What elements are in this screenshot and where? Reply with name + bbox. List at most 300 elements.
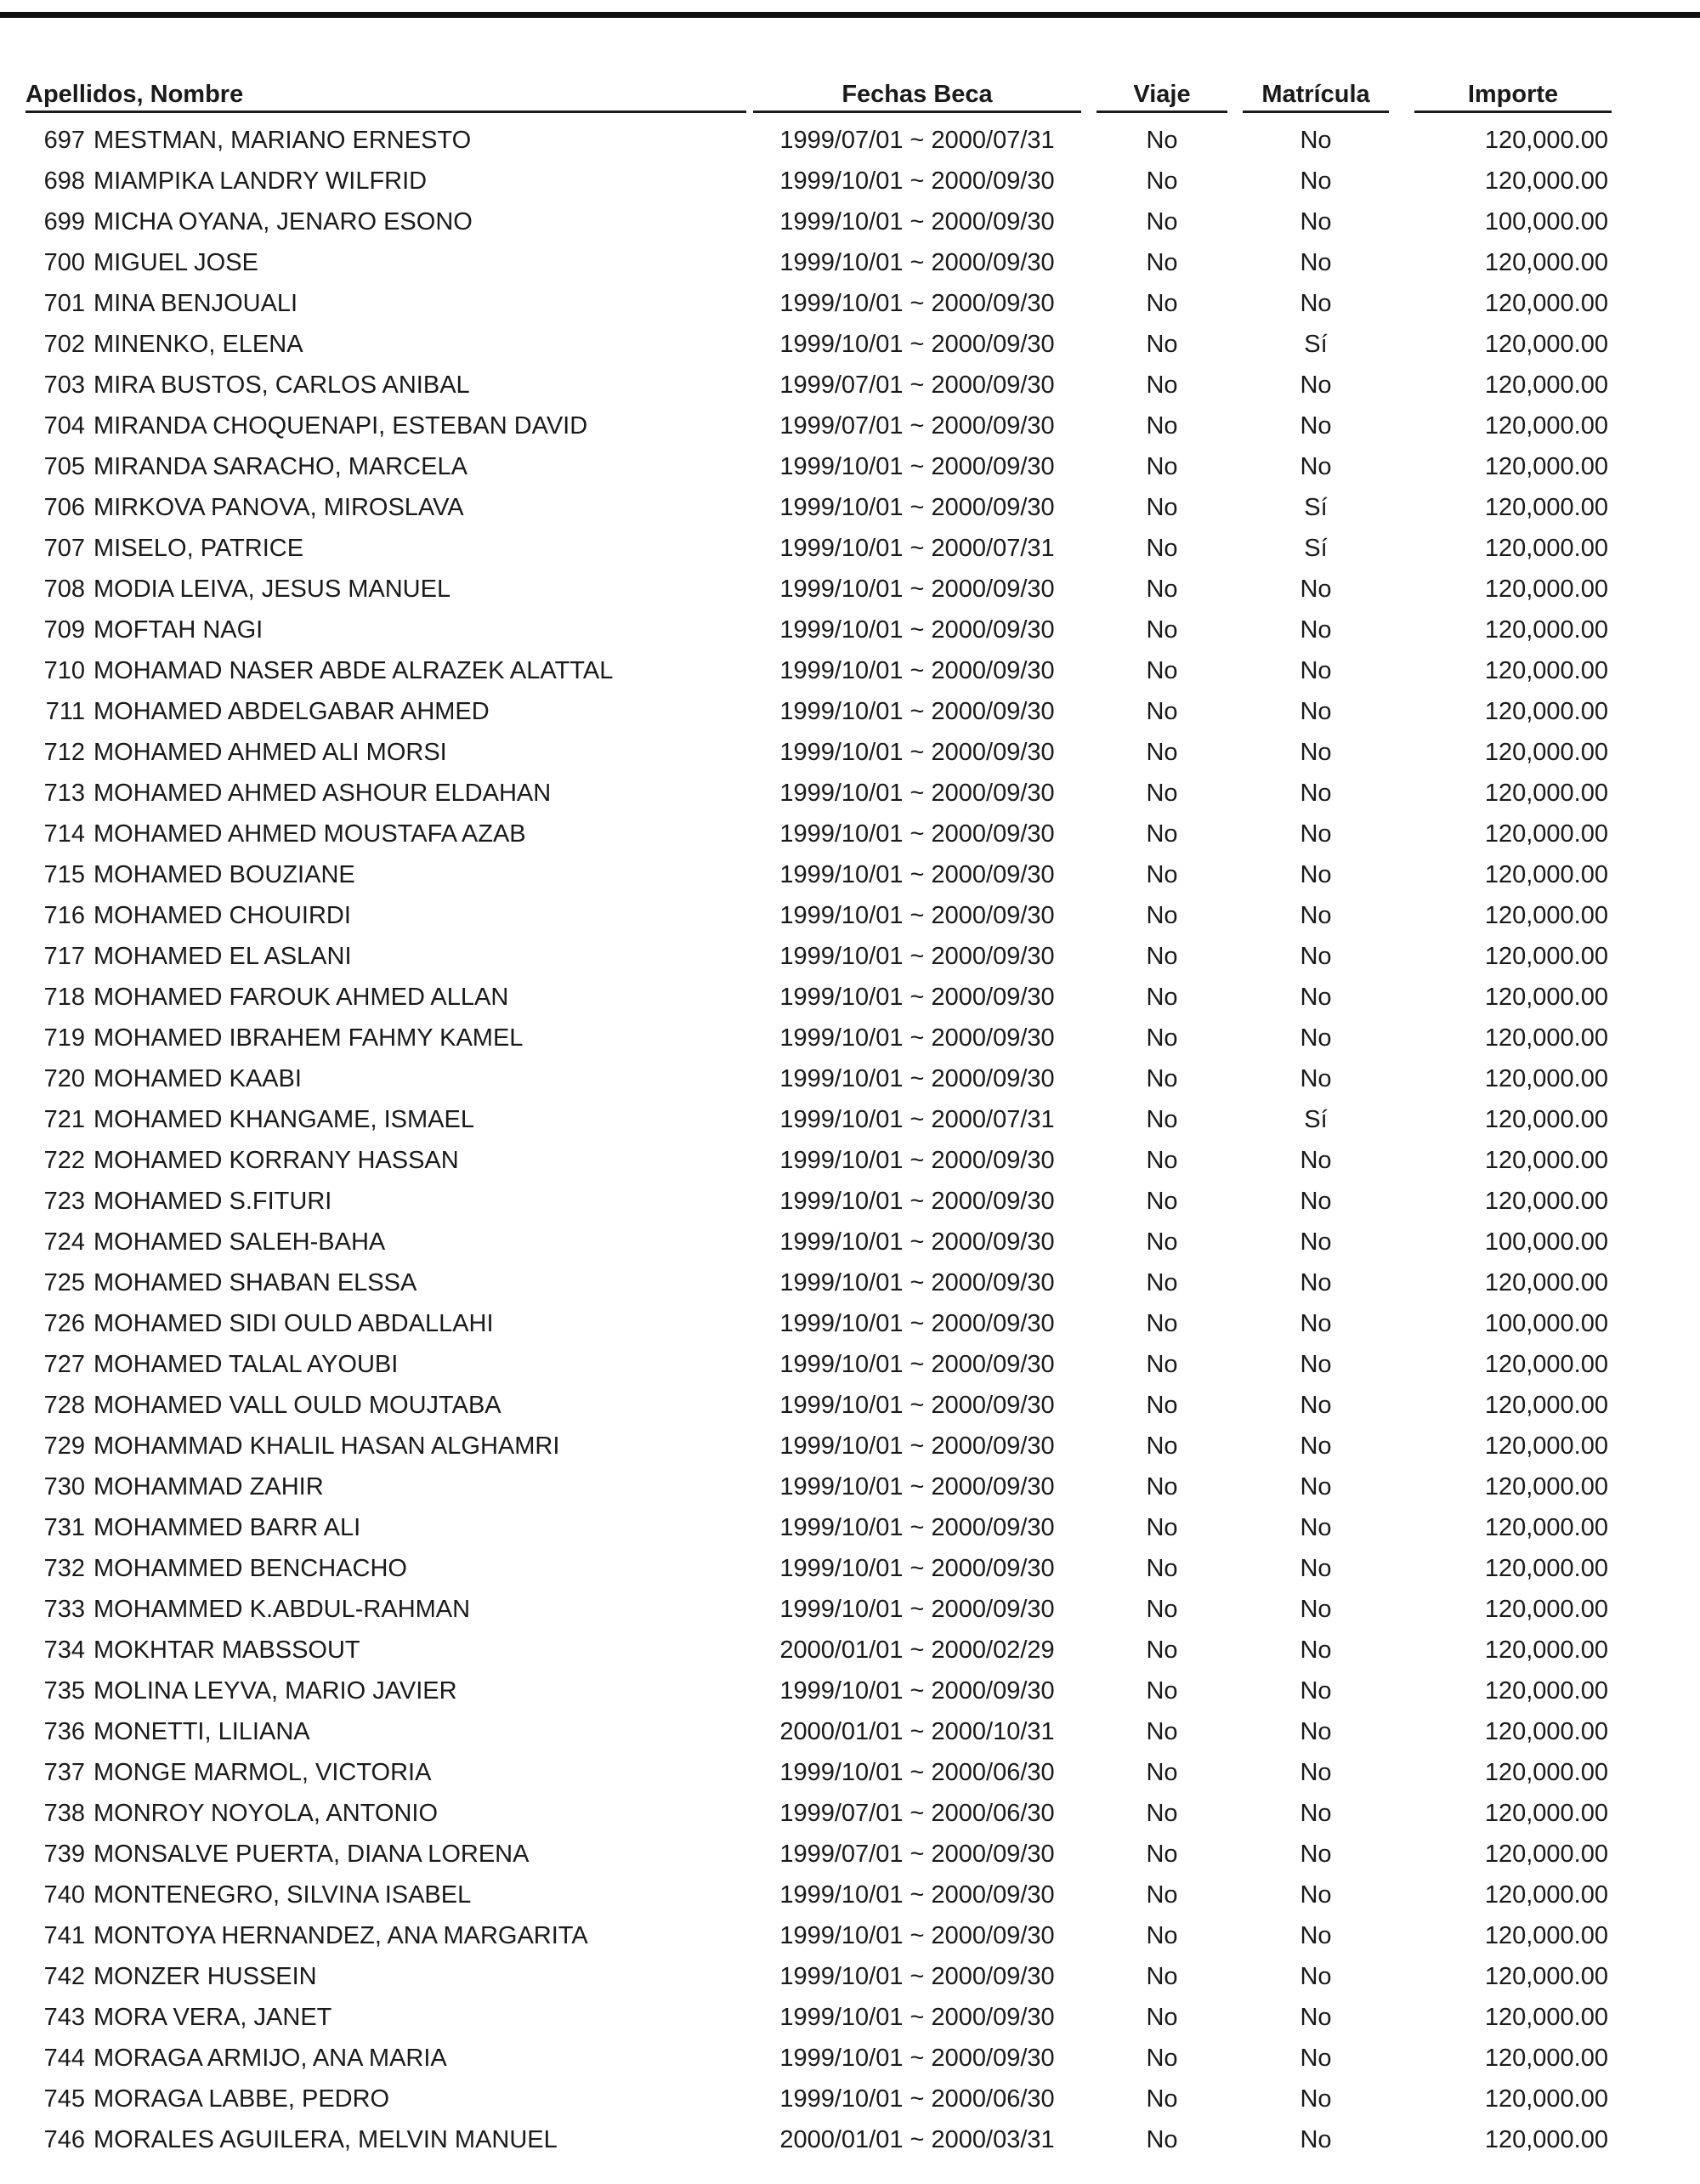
- row-name: MOHAMED AHMED ALI MORSI: [94, 739, 447, 766]
- row-viaje: No: [1146, 780, 1178, 807]
- table-row: [0, 2079, 1700, 2119]
- row-number: 716: [43, 902, 85, 929]
- row-viaje: No: [1146, 1841, 1178, 1868]
- table-header: [0, 78, 1700, 116]
- row-name: MOHAMMAD KHALIL HASAN ALGHAMRI: [94, 1432, 560, 1460]
- row-viaje: No: [1146, 167, 1178, 195]
- row-dates: 1999/10/01 ~ 2000/09/30: [779, 1351, 1055, 1378]
- row-name: MIRA BUSTOS, CARLOS ANIBAL: [94, 372, 470, 399]
- row-dates: 1999/10/01 ~ 2000/09/30: [779, 820, 1055, 848]
- row-dates: 1999/10/01 ~ 2000/09/30: [779, 1555, 1055, 1582]
- row-dates: 1999/10/01 ~ 2000/09/30: [779, 494, 1055, 521]
- row-dates: 1999/07/01 ~ 2000/09/30: [779, 1841, 1055, 1868]
- header-name: Apellidos, Nombre: [26, 78, 746, 113]
- row-name: MIRANDA SARACHO, MARCELA: [94, 453, 468, 480]
- row-importe: 120,000.00: [1484, 535, 1608, 562]
- row-viaje: No: [1146, 331, 1178, 358]
- row-importe: 120,000.00: [1484, 127, 1608, 154]
- row-number: 743: [43, 2004, 85, 2031]
- row-dates: 1999/10/01 ~ 2000/09/30: [779, 1514, 1055, 1541]
- row-name: MIGUEL JOSE: [94, 249, 258, 276]
- row-matricula: No: [1300, 984, 1332, 1011]
- row-viaje: No: [1146, 1351, 1178, 1378]
- table-row: [0, 895, 1700, 936]
- row-importe: 120,000.00: [1484, 331, 1608, 358]
- row-name: MIRANDA CHOQUENAPI, ESTEBAN DAVID: [94, 412, 588, 440]
- row-importe: 100,000.00: [1484, 208, 1608, 235]
- row-number: 708: [43, 576, 85, 603]
- table-row: [0, 691, 1700, 732]
- row-dates: 1999/10/01 ~ 2000/09/30: [779, 1310, 1055, 1337]
- row-matricula: No: [1300, 1269, 1332, 1296]
- table-row: [0, 1997, 1700, 2038]
- row-name: MOHAMAD NASER ABDE ALRAZEK ALATTAL: [94, 657, 614, 684]
- row-viaje: No: [1146, 1228, 1178, 1256]
- row-importe: 120,000.00: [1484, 1392, 1608, 1419]
- row-name: MOHAMED AHMED MOUSTAFA AZAB: [94, 820, 526, 848]
- row-viaje: No: [1146, 290, 1178, 317]
- row-number: 720: [43, 1065, 85, 1092]
- row-number: 714: [43, 820, 85, 848]
- row-name: MOHAMED KHANGAME, ISMAEL: [94, 1106, 474, 1133]
- row-dates: 2000/01/01 ~ 2000/10/31: [779, 1718, 1055, 1745]
- row-dates: 1999/07/01 ~ 2000/09/30: [779, 372, 1055, 399]
- row-dates: 1999/10/01 ~ 2000/09/30: [779, 1963, 1055, 1990]
- row-viaje: No: [1146, 1759, 1178, 1786]
- row-matricula: No: [1300, 1065, 1332, 1092]
- table-row: [0, 528, 1700, 569]
- row-dates: 1999/10/01 ~ 2000/09/30: [779, 984, 1055, 1011]
- row-dates: 1999/10/01 ~ 2000/09/30: [779, 167, 1055, 195]
- row-matricula: No: [1300, 1351, 1332, 1378]
- table-row: [0, 1548, 1700, 1589]
- row-name: MORAGA ARMIJO, ANA MARIA: [94, 2045, 447, 2072]
- row-dates: 1999/10/01 ~ 2000/09/30: [779, 780, 1055, 807]
- row-name: MORA VERA, JANET: [94, 2004, 332, 2031]
- row-matricula: No: [1300, 820, 1332, 848]
- top-rule: [0, 12, 1700, 18]
- row-importe: 120,000.00: [1484, 453, 1608, 480]
- table-row: [0, 732, 1700, 773]
- row-importe: 120,000.00: [1484, 1065, 1608, 1092]
- row-name: MOHAMED EL ASLANI: [94, 943, 352, 970]
- row-dates: 1999/10/01 ~ 2000/09/30: [779, 1677, 1055, 1705]
- table-row: [0, 936, 1700, 977]
- row-viaje: No: [1146, 1106, 1178, 1133]
- row-number: 725: [43, 1269, 85, 1296]
- row-number: 717: [43, 943, 85, 970]
- row-number: 733: [43, 1596, 85, 1623]
- row-number: 735: [43, 1677, 85, 1705]
- row-number: 739: [43, 1841, 85, 1868]
- row-number: 746: [43, 2126, 85, 2153]
- row-name: MOFTAH NAGI: [94, 616, 264, 644]
- row-number: 721: [43, 1106, 85, 1133]
- row-dates: 1999/10/01 ~ 2000/09/30: [779, 1228, 1055, 1256]
- row-dates: 2000/01/01 ~ 2000/02/29: [779, 1637, 1055, 1664]
- row-importe: 120,000.00: [1484, 820, 1608, 848]
- row-importe: 120,000.00: [1484, 657, 1608, 684]
- row-matricula: No: [1300, 1555, 1332, 1582]
- row-name: MORAGA LABBE, PEDRO: [94, 2085, 390, 2113]
- table-row: [0, 161, 1700, 201]
- row-viaje: No: [1146, 249, 1178, 276]
- row-importe: 120,000.00: [1484, 739, 1608, 766]
- row-importe: 120,000.00: [1484, 1677, 1608, 1705]
- row-matricula: No: [1300, 372, 1332, 399]
- row-importe: 120,000.00: [1484, 1351, 1608, 1378]
- row-name: MOHAMED SHABAN ELSSA: [94, 1269, 417, 1296]
- row-viaje: No: [1146, 1800, 1178, 1827]
- row-number: 740: [43, 1881, 85, 1909]
- row-importe: 120,000.00: [1484, 1269, 1608, 1296]
- row-number: 741: [43, 1922, 85, 1949]
- row-name: MONSALVE PUERTA, DIANA LORENA: [94, 1841, 530, 1868]
- row-importe: 120,000.00: [1484, 1432, 1608, 1460]
- row-matricula: No: [1300, 2004, 1332, 2031]
- row-viaje: No: [1146, 943, 1178, 970]
- row-matricula: No: [1300, 2045, 1332, 2072]
- row-number: 703: [43, 372, 85, 399]
- row-name: MOHAMED S.FITURI: [94, 1188, 332, 1215]
- row-dates: 1999/10/01 ~ 2000/09/30: [779, 1269, 1055, 1296]
- row-viaje: No: [1146, 1024, 1178, 1052]
- row-matricula: No: [1300, 453, 1332, 480]
- row-importe: 120,000.00: [1484, 1514, 1608, 1541]
- row-importe: 100,000.00: [1484, 1228, 1608, 1256]
- row-matricula: No: [1300, 2126, 1332, 2153]
- row-dates: 1999/10/01 ~ 2000/09/30: [779, 331, 1055, 358]
- row-viaje: No: [1146, 535, 1178, 562]
- table-row: [0, 365, 1700, 406]
- table-row: [0, 1589, 1700, 1630]
- row-viaje: No: [1146, 1922, 1178, 1949]
- row-importe: 120,000.00: [1484, 1881, 1608, 1909]
- row-viaje: No: [1146, 2045, 1178, 2072]
- row-number: 742: [43, 1963, 85, 1990]
- row-viaje: No: [1146, 412, 1178, 440]
- row-name: MOHAMED SALEH-BAHA: [94, 1228, 386, 1256]
- row-importe: 120,000.00: [1484, 2045, 1608, 2072]
- row-name: MOKHTAR MABSSOUT: [94, 1637, 360, 1664]
- row-viaje: No: [1146, 1147, 1178, 1174]
- table-row: [0, 242, 1700, 283]
- table-row: [0, 1793, 1700, 1834]
- row-number: 701: [43, 290, 85, 317]
- row-number: 706: [43, 494, 85, 521]
- row-viaje: No: [1146, 1065, 1178, 1092]
- row-number: 698: [43, 167, 85, 195]
- table-row: [0, 1426, 1700, 1466]
- row-dates: 1999/10/01 ~ 2000/09/30: [779, 943, 1055, 970]
- table-row: [0, 406, 1700, 446]
- row-number: 726: [43, 1310, 85, 1337]
- row-dates: 1999/10/01 ~ 2000/09/30: [779, 208, 1055, 235]
- row-dates: 1999/07/01 ~ 2000/09/30: [779, 412, 1055, 440]
- row-number: 736: [43, 1718, 85, 1745]
- row-matricula: No: [1300, 1310, 1332, 1337]
- row-number: 715: [43, 861, 85, 888]
- row-matricula: No: [1300, 1841, 1332, 1868]
- row-matricula: No: [1300, 1514, 1332, 1541]
- row-matricula: No: [1300, 412, 1332, 440]
- row-name: MOHAMMED BARR ALI: [94, 1514, 361, 1541]
- row-matricula: No: [1300, 1637, 1332, 1664]
- row-viaje: No: [1146, 616, 1178, 644]
- row-name: MOHAMED ABDELGABAR AHMED: [94, 698, 490, 725]
- row-dates: 1999/10/01 ~ 2000/09/30: [779, 576, 1055, 603]
- row-name: MONETTI, LILIANA: [94, 1718, 310, 1745]
- row-name: MOHAMED SIDI OULD ABDALLAHI: [94, 1310, 494, 1337]
- row-name: MIRKOVA PANOVA, MIROSLAVA: [94, 494, 464, 521]
- row-number: 737: [43, 1759, 85, 1786]
- row-viaje: No: [1146, 1963, 1178, 1990]
- row-matricula: No: [1300, 739, 1332, 766]
- row-importe: 120,000.00: [1484, 1963, 1608, 1990]
- table-row: [0, 1222, 1700, 1262]
- table-row: [0, 487, 1700, 528]
- table-row: [0, 650, 1700, 691]
- row-matricula: No: [1300, 249, 1332, 276]
- row-number: 731: [43, 1514, 85, 1541]
- row-name: MODIA LEIVA, JESUS MANUEL: [94, 576, 451, 603]
- row-matricula: No: [1300, 616, 1332, 644]
- table-row: [0, 1630, 1700, 1671]
- row-number: 732: [43, 1555, 85, 1582]
- row-dates: 1999/10/01 ~ 2000/09/30: [779, 1065, 1055, 1092]
- table-row: [0, 1834, 1700, 1875]
- row-dates: 1999/10/01 ~ 2000/09/30: [779, 698, 1055, 725]
- row-name: MOHAMED FAROUK AHMED ALLAN: [94, 984, 509, 1011]
- row-dates: 1999/10/01 ~ 2000/09/30: [779, 1473, 1055, 1500]
- table-row: [0, 977, 1700, 1018]
- row-name: MONTOYA HERNANDEZ, ANA MARGARITA: [94, 1922, 588, 1949]
- row-matricula: Sí: [1304, 494, 1328, 521]
- row-importe: 120,000.00: [1484, 412, 1608, 440]
- row-number: 723: [43, 1188, 85, 1215]
- row-name: MOHAMMED BENCHACHO: [94, 1555, 407, 1582]
- row-dates: 1999/10/01 ~ 2000/09/30: [779, 1881, 1055, 1909]
- row-viaje: No: [1146, 1555, 1178, 1582]
- row-dates: 1999/10/01 ~ 2000/09/30: [779, 739, 1055, 766]
- row-importe: 120,000.00: [1484, 1759, 1608, 1786]
- row-importe: 120,000.00: [1484, 1922, 1608, 1949]
- row-viaje: No: [1146, 1392, 1178, 1419]
- row-importe: 120,000.00: [1484, 1718, 1608, 1745]
- row-viaje: No: [1146, 820, 1178, 848]
- table-row: [0, 569, 1700, 610]
- row-number: 713: [43, 780, 85, 807]
- row-matricula: No: [1300, 576, 1332, 603]
- table-row: [0, 1466, 1700, 1507]
- row-matricula: No: [1300, 1024, 1332, 1052]
- row-importe: 120,000.00: [1484, 780, 1608, 807]
- row-importe: 120,000.00: [1484, 1637, 1608, 1664]
- table-row: [0, 1058, 1700, 1099]
- row-matricula: No: [1300, 902, 1332, 929]
- row-name: MOHAMED BOUZIANE: [94, 861, 355, 888]
- table-row: [0, 1181, 1700, 1222]
- table-row: [0, 610, 1700, 650]
- row-dates: 1999/10/01 ~ 2000/09/30: [779, 1432, 1055, 1460]
- row-number: 705: [43, 453, 85, 480]
- row-dates: 1999/10/01 ~ 2000/09/30: [779, 861, 1055, 888]
- row-dates: 1999/10/01 ~ 2000/09/30: [779, 1596, 1055, 1623]
- row-name: MOHAMED CHOUIRDI: [94, 902, 351, 929]
- table-row: [0, 2119, 1700, 2160]
- row-name: MONZER HUSSEIN: [94, 1963, 317, 1990]
- row-viaje: No: [1146, 1881, 1178, 1909]
- table-row: [0, 1671, 1700, 1711]
- header-matricula: Matrícula: [1243, 78, 1389, 113]
- row-importe: 120,000.00: [1484, 1473, 1608, 1500]
- row-viaje: No: [1146, 1718, 1178, 1745]
- row-number: 744: [43, 2045, 85, 2072]
- row-viaje: No: [1146, 372, 1178, 399]
- row-number: 745: [43, 2085, 85, 2113]
- row-number: 727: [43, 1351, 85, 1378]
- row-dates: 1999/10/01 ~ 2000/07/31: [779, 1106, 1055, 1133]
- row-importe: 120,000.00: [1484, 943, 1608, 970]
- row-viaje: No: [1146, 2004, 1178, 2031]
- row-name: MOHAMED KAABI: [94, 1065, 302, 1092]
- row-dates: 1999/10/01 ~ 2000/09/30: [779, 2045, 1055, 2072]
- row-matricula: No: [1300, 1718, 1332, 1745]
- row-matricula: Sí: [1304, 331, 1328, 358]
- table-row: [0, 120, 1700, 161]
- row-dates: 1999/10/01 ~ 2000/06/30: [779, 1759, 1055, 1786]
- row-viaje: No: [1146, 2085, 1178, 2113]
- row-dates: 1999/10/01 ~ 2000/09/30: [779, 616, 1055, 644]
- row-viaje: No: [1146, 127, 1178, 154]
- table-row: [0, 1140, 1700, 1181]
- row-dates: 1999/10/01 ~ 2000/09/30: [779, 902, 1055, 929]
- row-dates: 1999/07/01 ~ 2000/06/30: [779, 1800, 1055, 1827]
- table-row: [0, 1262, 1700, 1303]
- row-matricula: No: [1300, 1473, 1332, 1500]
- row-importe: 120,000.00: [1484, 1841, 1608, 1868]
- row-importe: 120,000.00: [1484, 2004, 1608, 2031]
- table-row: [0, 1875, 1700, 1915]
- row-importe: 120,000.00: [1484, 902, 1608, 929]
- table-row: [0, 773, 1700, 814]
- row-importe: 120,000.00: [1484, 1188, 1608, 1215]
- row-name: MOHAMED AHMED ASHOUR ELDAHAN: [94, 780, 552, 807]
- row-importe: 100,000.00: [1484, 1310, 1608, 1337]
- row-dates: 1999/10/01 ~ 2000/09/30: [779, 1147, 1055, 1174]
- table-row: [0, 814, 1700, 854]
- row-dates: 1999/10/01 ~ 2000/07/31: [779, 535, 1055, 562]
- header-dates: Fechas Beca: [753, 78, 1081, 113]
- row-matricula: No: [1300, 1800, 1332, 1827]
- row-number: 704: [43, 412, 85, 440]
- row-dates: 1999/10/01 ~ 2000/09/30: [779, 657, 1055, 684]
- row-number: 699: [43, 208, 85, 235]
- row-number: 738: [43, 1800, 85, 1827]
- table-row: [0, 446, 1700, 487]
- row-viaje: No: [1146, 657, 1178, 684]
- row-number: 702: [43, 331, 85, 358]
- row-importe: 120,000.00: [1484, 1024, 1608, 1052]
- row-dates: 1999/10/01 ~ 2000/09/30: [779, 2004, 1055, 2031]
- row-importe: 120,000.00: [1484, 1147, 1608, 1174]
- row-name: MOHAMED IBRAHEM FAHMY KAMEL: [94, 1024, 524, 1052]
- row-viaje: No: [1146, 576, 1178, 603]
- table-row: [0, 324, 1700, 365]
- row-name: MICHA OYANA, JENARO ESONO: [94, 208, 473, 235]
- row-viaje: No: [1146, 861, 1178, 888]
- row-matricula: Sí: [1304, 1106, 1328, 1133]
- row-matricula: No: [1300, 1596, 1332, 1623]
- table-row: [0, 1752, 1700, 1793]
- row-dates: 1999/07/01 ~ 2000/07/31: [779, 127, 1055, 154]
- row-dates: 1999/10/01 ~ 2000/09/30: [779, 1922, 1055, 1949]
- row-number: 707: [43, 535, 85, 562]
- row-name: MINENKO, ELENA: [94, 331, 303, 358]
- row-name: MOHAMED TALAL AYOUBI: [94, 1351, 399, 1378]
- header-importe: Importe: [1414, 78, 1612, 113]
- row-number: 724: [43, 1228, 85, 1256]
- row-importe: 120,000.00: [1484, 249, 1608, 276]
- row-name: MISELO, PATRICE: [94, 535, 304, 562]
- row-matricula: No: [1300, 1677, 1332, 1705]
- row-name: MORALES AGUILERA, MELVIN MANUEL: [94, 2126, 558, 2153]
- table-row: [0, 1018, 1700, 1058]
- table-row: [0, 1344, 1700, 1385]
- row-name: MINA BENJOUALI: [94, 290, 298, 317]
- row-name: MESTMAN, MARIANO ERNESTO: [94, 127, 472, 154]
- row-matricula: No: [1300, 943, 1332, 970]
- row-matricula: No: [1300, 167, 1332, 195]
- row-name: MONTENEGRO, SILVINA ISABEL: [94, 1881, 472, 1909]
- row-matricula: No: [1300, 780, 1332, 807]
- header-viaje: Viaje: [1096, 78, 1227, 113]
- row-importe: 120,000.00: [1484, 2085, 1608, 2113]
- row-importe: 120,000.00: [1484, 494, 1608, 521]
- row-viaje: No: [1146, 1677, 1178, 1705]
- row-viaje: No: [1146, 2126, 1178, 2153]
- row-importe: 120,000.00: [1484, 1800, 1608, 1827]
- row-importe: 120,000.00: [1484, 167, 1608, 195]
- row-dates: 2000/01/01 ~ 2000/03/31: [779, 2126, 1055, 2153]
- row-matricula: No: [1300, 1147, 1332, 1174]
- row-viaje: No: [1146, 1432, 1178, 1460]
- row-importe: 120,000.00: [1484, 698, 1608, 725]
- table-row: [0, 201, 1700, 242]
- row-viaje: No: [1146, 902, 1178, 929]
- row-number: 730: [43, 1473, 85, 1500]
- row-number: 711: [45, 698, 85, 725]
- table-row: [0, 283, 1700, 324]
- row-importe: 120,000.00: [1484, 1106, 1608, 1133]
- row-name: MONROY NOYOLA, ANTONIO: [94, 1800, 439, 1827]
- row-matricula: No: [1300, 1922, 1332, 1949]
- row-matricula: No: [1300, 1963, 1332, 1990]
- row-number: 728: [43, 1392, 85, 1419]
- row-name: MOHAMMED K.ABDUL-RAHMAN: [94, 1596, 471, 1623]
- row-importe: 120,000.00: [1484, 861, 1608, 888]
- row-number: 722: [43, 1147, 85, 1174]
- row-name: MOHAMED VALL OULD MOUJTABA: [94, 1392, 502, 1419]
- table-row: [0, 1099, 1700, 1140]
- row-matricula: No: [1300, 1881, 1332, 1909]
- row-name: MOLINA LEYVA, MARIO JAVIER: [94, 1677, 457, 1705]
- row-viaje: No: [1146, 453, 1178, 480]
- row-matricula: No: [1300, 208, 1332, 235]
- row-importe: 120,000.00: [1484, 290, 1608, 317]
- row-viaje: No: [1146, 1188, 1178, 1215]
- row-number: 719: [43, 1024, 85, 1052]
